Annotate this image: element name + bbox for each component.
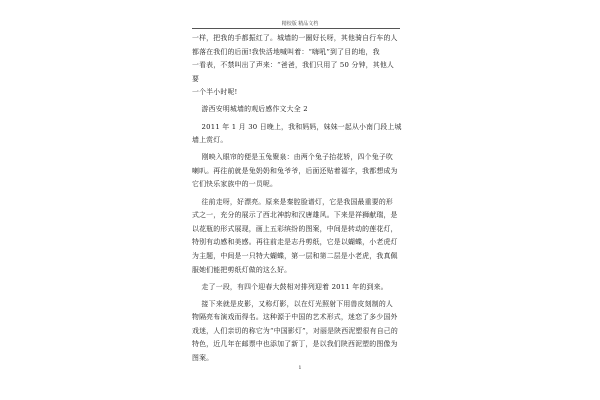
paragraph: 走了一段，有四个迎春大鼓相对排列迎着 2011 年的到来。 — [192, 282, 388, 291]
paragraph: 接下来就是皮影，又称灯影，以在灯光照射下用兽皮刻制的人 物隔亮布演戏而得名。这种源于中国的艺术形式，迷恋了多少国外 戏迷，人们亲切的称它为“中国影灯”，对丽是陕西泥塑很有自己的 特色，近几年在邮票中也添加了新丁，是以我们陕西泥塑的图像为 图案。 — [192, 299, 398, 363]
page-header: 精校版 精品文档 — [281, 21, 319, 27]
paragraph: 往前走呀，好漂亮。原来是秦腔脸谱灯，它是我国最重要的形 式之一，充分的展示了西北神韵和汉唐雄风。下来是祥狮献瑞，是 以花瓶的形式展现，画上五彩缤纷的图案，中间是转动的莲花灯， 特别有动感和美感。再往前走是志丹剪纸，它是以蝴蝶，小老虎灯 为主题，中间是一只特大蝴蝶，第一层和第二层是小老虎，我真佩 服她们能把剪纸灯做的这么好。 — [192, 197, 398, 274]
section-heading: 游西安明城墙的观后感作文大全 2 — [192, 105, 308, 114]
document-body — [192, 32, 400, 366]
page-number: 1 — [298, 365, 302, 371]
paragraph: 刚映入眼帘的便是玉兔聚泉：由两个兔子抬花轿，四个兔子吹 喇叭。再往前就是兔奶奶和兔爷爷，后面还贴着福字，我都想成为 它们快乐家族中的一员呢。 — [192, 153, 398, 189]
paragraph: 一样，把我的手都振红了。城墙的一圈好长呀，其他骑自行车的人 都落在我们的后面!我快活地喊叫着：“嗨吼”到了目的地，我 一看表，不禁叫出了声来：“爸爸，我们只用了 50 分钟，其他人要 一个半小时呢! — [192, 34, 398, 97]
header-divider — [192, 28, 400, 29]
paragraph: 2011 年 1 月 30 日晚上，我和妈妈，妹妹一起从小南门段上城 墙上赏灯。 — [192, 122, 402, 145]
